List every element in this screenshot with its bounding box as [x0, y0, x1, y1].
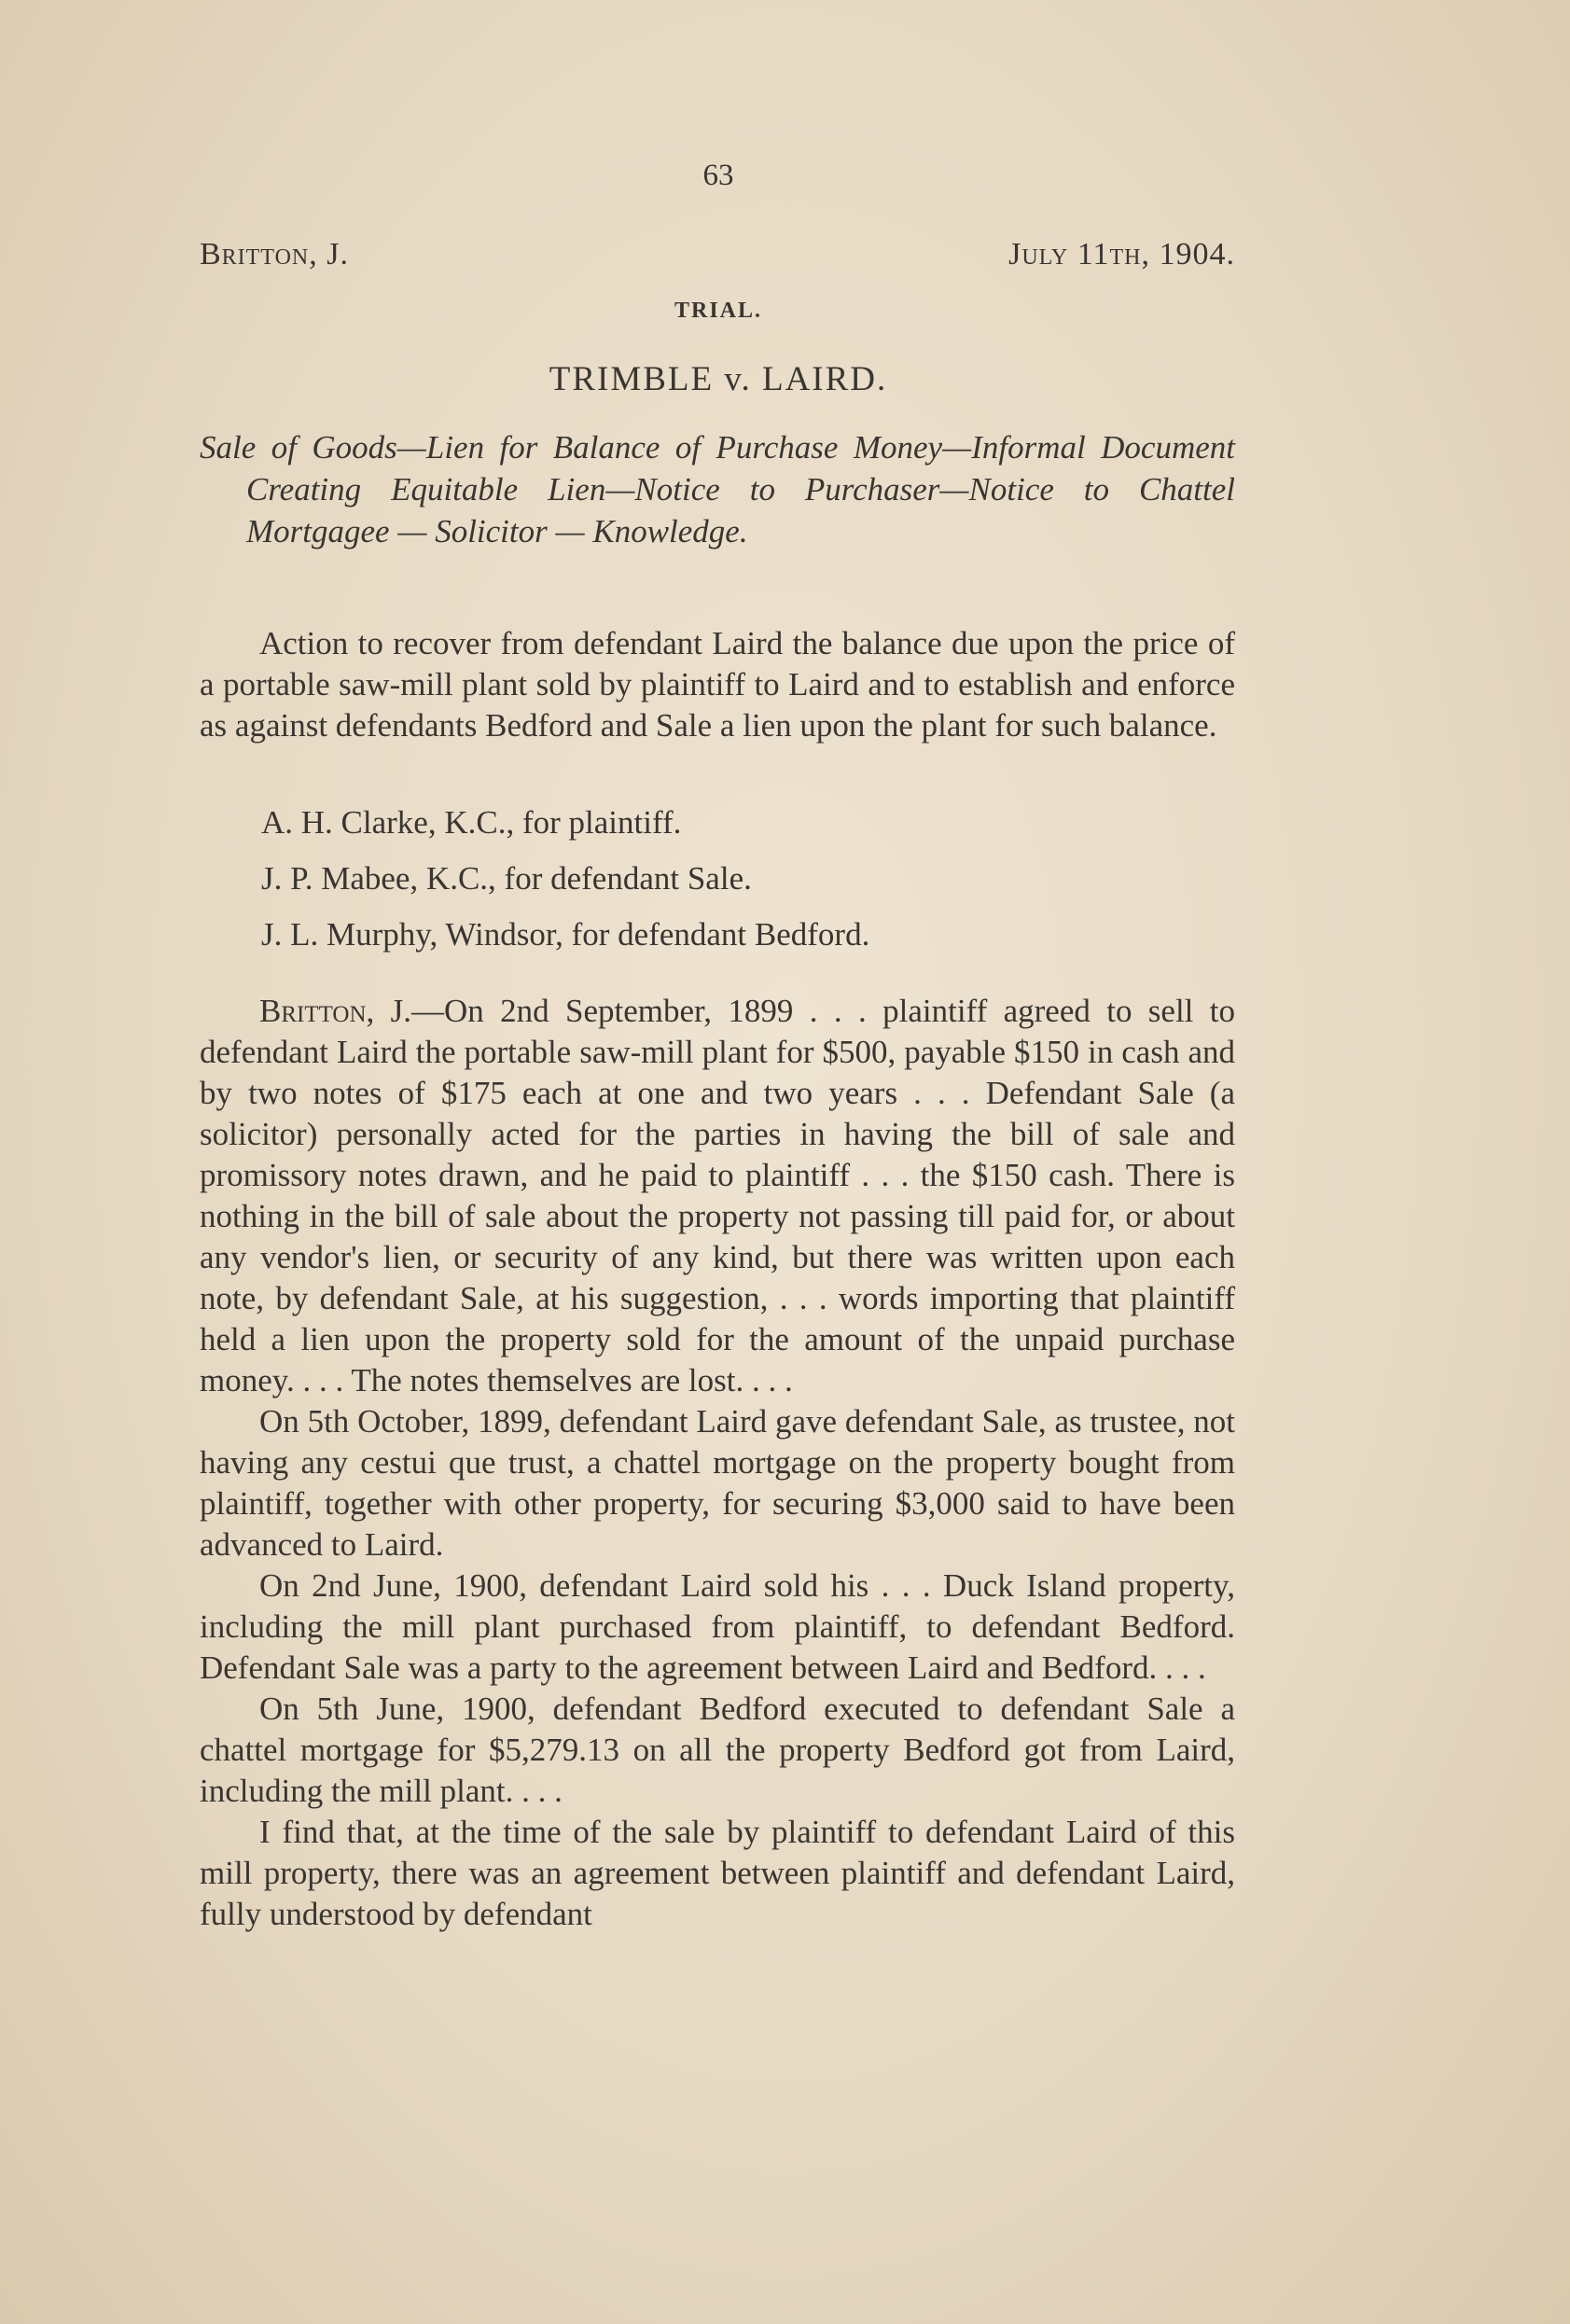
judgment-paragraph: [200, 991, 1235, 1401]
counsel-plaintiff: A. H. Clarke, K.C., for plaintiff.: [261, 804, 682, 841]
headnote-text: Sale of Goods—Lien for Balance of Purchase Money—Informal Document Creating Equitable Lien—Notice to Purchaser—Notice to Chattel Mortgagee — Solicitor — Knowledge.: [200, 429, 1235, 550]
judgment-paragraph-text: —On 2nd September, 1899 . . . plaintiff agreed to sell to defendant Laird the portable saw-mill plant for $500, payable $150 in cash and by two notes of $175 each at one and two years . . . Defendant Sale (a solicitor) personally acted for the parties in having the bill of sale and promissory notes drawn, and he paid to plaintiff . . . the $150 cash. There is nothing in the bill of sale about the property not passing till paid for, or about any vendor's lien, or security of any kind, but there was written upon each note, by defendant Sale, at his suggestion, . . . words importing that plaintiff held a lien upon the property sold for the amount of the unpaid purchase money. . . . The notes themselves are lost. . . .: [200, 993, 1235, 1399]
trial-label: TRIAL.: [674, 299, 763, 323]
judgment-paragraph: On 5th June, 1900, defendant Bedford executed to defendant Sale a chattel mortgage for $5,279.13 on all the property Bedford got from Laird, including the mill plant. . . .: [200, 1691, 1235, 1809]
judgment-paragraph: I find that, at the time of the sale by plaintiff to defendant Laird of this mill property, there was an agreement between plaintiff and defendant Laird, fully understood by defendant: [200, 1814, 1235, 1932]
headnote: [200, 426, 1235, 552]
counsel-defendant-sale: J. P. Mabee, K.C., for defendant Sale.: [261, 860, 752, 897]
judgment-body: [200, 991, 1235, 1935]
page-number: 63: [702, 159, 734, 192]
judgment-paragraph: On 2nd June, 1900, defendant Laird sold his . . . Duck Island property, including the mill plant purchased from plaintiff, to defendant Bedford. Defendant Sale was a party to the agreement between Laird and Bedford. . . .: [200, 1567, 1235, 1686]
case-title: TRIMBLE v. LAIRD.: [549, 360, 888, 398]
counsel-defendant-bedford: J. L. Murphy, Windsor, for defendant Bedford.: [261, 916, 870, 953]
judgment-paragraph: On 5th October, 1899, defendant Laird gave defendant Sale, as trustee, not having any cestui que trust, a chattel mortgage on the property bought from plaintiff, together with other property, for securing $3,000 said to have been advanced to Laird.: [200, 1403, 1235, 1563]
judgment-date: July 11th, 1904.: [1008, 237, 1235, 271]
judge-name: Britton, J.: [200, 237, 349, 271]
case-summary: Action to recover from defendant Laird the balance due upon the price of a portable saw-mill plant sold by plaintiff to Laird and to establish and enforce as against defendants Bedford and Sale a lien upon the plant for such balance.: [200, 625, 1235, 744]
judgment-judge-name: Britton, J.: [259, 993, 412, 1029]
